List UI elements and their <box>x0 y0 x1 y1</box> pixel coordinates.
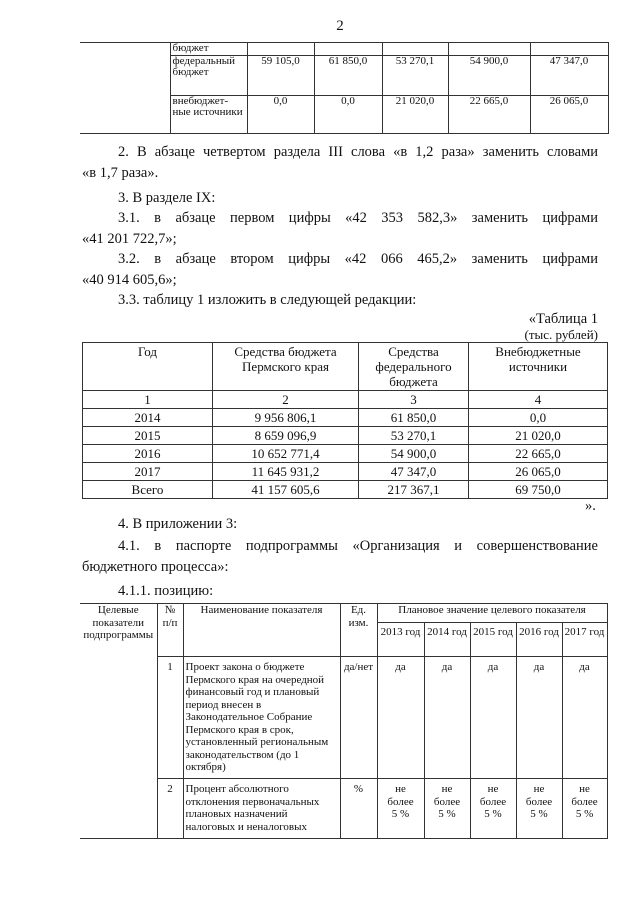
cell: да <box>516 657 562 779</box>
cell: 54 900,0 <box>448 56 530 96</box>
cell: да <box>424 657 470 779</box>
cell: 41 157 605,6 <box>213 481 359 499</box>
paragraph-4-1-1: 4.1.1. позицию: <box>118 583 214 599</box>
header-year: 2013 год <box>377 623 424 657</box>
paragraph-4-1-cont: бюджетного процесса»: <box>82 559 229 575</box>
table-header-row <box>80 604 607 623</box>
funding-table-fragment <box>80 42 609 134</box>
cell: 21 020,0 <box>382 96 448 134</box>
cell <box>530 43 608 56</box>
paragraph-4-1: 4.1. в паспорте подпрограммы «Организация и совершенствование <box>118 538 598 554</box>
cell: 21 020,0 <box>469 427 608 445</box>
table-row <box>83 463 608 481</box>
cell: 69 750,0 <box>469 481 608 499</box>
header-year: 2015 год <box>470 623 516 657</box>
cell: 0,0 <box>469 409 608 427</box>
cell: 61 850,0 <box>359 409 469 427</box>
cell: 2015 <box>83 427 213 445</box>
header-year: Год <box>83 343 213 391</box>
table-header-row <box>83 343 608 391</box>
paragraph-4: 4. В приложении 3: <box>118 516 238 532</box>
empty-cell <box>80 43 170 134</box>
table-row <box>80 43 608 56</box>
header-year: 2016 год <box>516 623 562 657</box>
target-indicators-table <box>80 603 608 839</box>
table-row <box>83 409 608 427</box>
cell <box>247 43 314 56</box>
header-unit: Ед. изм. <box>340 604 377 657</box>
cell: 22 665,0 <box>448 96 530 134</box>
cell: 47 347,0 <box>530 56 608 96</box>
cell: 53 270,1 <box>359 427 469 445</box>
table-1 <box>82 342 608 499</box>
header-year: 2014 год <box>424 623 470 657</box>
table-number-row <box>83 391 608 409</box>
cell: 2 <box>213 391 359 409</box>
header-plan: Плановое значение целевого показателя <box>377 604 607 623</box>
cell: 8 659 096,9 <box>213 427 359 445</box>
row-unit: да/нет <box>340 657 377 779</box>
cell: 2017 <box>83 463 213 481</box>
cell: 26 065,0 <box>469 463 608 481</box>
table-row <box>80 779 607 839</box>
row-label: бюджет <box>170 43 247 56</box>
cell: да <box>562 657 607 779</box>
paragraph-3-2-cont: «40 914 605,6»; <box>82 272 177 288</box>
cell: 2014 <box>83 409 213 427</box>
cell: 0,0 <box>247 96 314 134</box>
page-number: 2 <box>336 18 344 34</box>
paragraph-2-cont: «в 1,7 раза». <box>82 165 159 181</box>
closing-quote: ». <box>585 498 596 514</box>
cell: 2016 <box>83 445 213 463</box>
cell: 61 850,0 <box>314 56 382 96</box>
cell: 47 347,0 <box>359 463 469 481</box>
row-number: 2 <box>157 779 183 839</box>
header-extrabudgetary: Внебюджетные источники <box>469 343 608 391</box>
cell: 54 900,0 <box>359 445 469 463</box>
table-units: (тыс. рублей) <box>524 327 598 342</box>
table-row <box>83 445 608 463</box>
paragraph-3-1: 3.1. в абзаце первом цифры «42 353 582,3» заменить цифрами <box>118 210 598 226</box>
row-name: Процент абсолютного отклонения первоначальных плановых назначений налоговых и неналоговых <box>183 779 340 839</box>
cell: 59 105,0 <box>247 56 314 96</box>
header-regional-budget: Средства бюджета Пермского края <box>213 343 359 391</box>
cell: 1 <box>83 391 213 409</box>
row-name: Проект закона о бюджете Пермского края на очередной финансовый год и плановый период внесен в Законодательное Собрание Пермского края в срок, установленный региональным законодательством (до 1 октября) <box>183 657 340 779</box>
cell: Всего <box>83 481 213 499</box>
header-year: 2017 год <box>562 623 607 657</box>
paragraph-3-1-cont: «41 201 722,7»; <box>82 231 177 247</box>
paragraph-3-3: 3.3. таблицу 1 изложить в следующей редакции: <box>118 292 417 308</box>
cell: 9 956 806,1 <box>213 409 359 427</box>
header-number: № п/п <box>157 604 183 657</box>
header-federal-budget: Средства федерального бюджета <box>359 343 469 391</box>
cell: 10 652 771,4 <box>213 445 359 463</box>
table-row <box>80 657 607 779</box>
paragraph-3: 3. В разделе IX: <box>118 190 216 206</box>
cell: не более 5 % <box>470 779 516 839</box>
cell: 0,0 <box>314 96 382 134</box>
cell: не более 5 % <box>516 779 562 839</box>
table-row <box>83 427 608 445</box>
cell: 11 645 931,2 <box>213 463 359 481</box>
cell: не более 5 % <box>424 779 470 839</box>
cell: 26 065,0 <box>530 96 608 134</box>
header-targets: Целевые показатели подпрограммы <box>80 604 157 839</box>
row-unit: % <box>340 779 377 839</box>
table-total-row <box>83 481 608 499</box>
cell <box>314 43 382 56</box>
cell: да <box>377 657 424 779</box>
paragraph-2: 2. В абзаце четвертом раздела III слова «в 1,2 раза» заменить словами <box>118 144 598 160</box>
cell: не более 5 % <box>562 779 607 839</box>
cell: 22 665,0 <box>469 445 608 463</box>
cell: не более 5 % <box>377 779 424 839</box>
cell: 53 270,1 <box>382 56 448 96</box>
row-label: внебюджет-ные источники <box>170 96 247 134</box>
cell: да <box>470 657 516 779</box>
row-label: федеральный бюджет <box>170 56 247 96</box>
cell: 217 367,1 <box>359 481 469 499</box>
row-number: 1 <box>157 657 183 779</box>
header-name: Наименование показателя <box>183 604 340 657</box>
cell <box>382 43 448 56</box>
table-caption: «Таблица 1 <box>528 311 598 327</box>
paragraph-3-2: 3.2. в абзаце втором цифры «42 066 465,2» заменить цифрами <box>118 251 598 267</box>
cell: 4 <box>469 391 608 409</box>
cell <box>448 43 530 56</box>
cell: 3 <box>359 391 469 409</box>
